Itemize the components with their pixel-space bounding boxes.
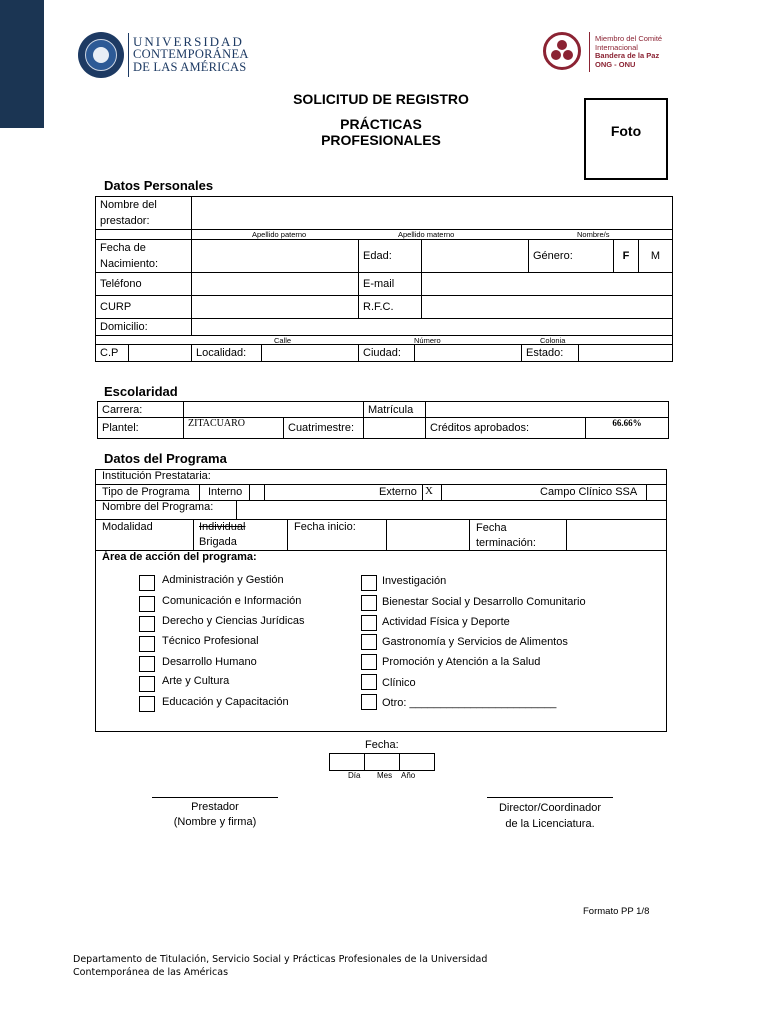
checkbox-desarrollo-humano[interactable] bbox=[139, 656, 155, 672]
area-actividad-fisica-label: Actividad Física y Deporte bbox=[382, 616, 510, 628]
carrera-label: Carrera: bbox=[98, 402, 184, 418]
sub-numero: Número bbox=[414, 336, 441, 345]
estado-label: Estado: bbox=[522, 345, 579, 362]
matricula-label: Matrícula bbox=[364, 402, 426, 418]
nombre-programa-field[interactable] bbox=[237, 501, 666, 519]
campo-clinico-label: Campo Clínico SSA bbox=[540, 486, 638, 498]
checkbox-promocion-salud[interactable] bbox=[361, 654, 377, 670]
modalidad-label: Modalidad bbox=[102, 521, 153, 533]
sub-calle: Calle bbox=[274, 336, 292, 345]
checkbox-arte[interactable] bbox=[139, 676, 155, 692]
nombre-field[interactable] bbox=[192, 197, 673, 230]
sub-colonia: Colonia bbox=[540, 336, 566, 345]
prestador-label: Prestador bbox=[191, 801, 239, 813]
curp-field[interactable] bbox=[192, 296, 359, 319]
interno-label: Interno bbox=[208, 486, 243, 498]
university-name-line1: UNIVERSIDAD bbox=[133, 34, 244, 49]
personal-table bbox=[95, 196, 673, 346]
fecha-label: Fecha: bbox=[365, 739, 399, 751]
fecha-inicio-label: Fecha inicio: bbox=[294, 521, 356, 533]
department-footer bbox=[73, 953, 533, 978]
cuatrimestre-label: Cuatrimestre: bbox=[284, 418, 364, 439]
area-desarrollo-humano-label: Desarrollo Humano bbox=[162, 656, 257, 668]
genero-m-option[interactable]: M bbox=[639, 240, 673, 273]
curp-label: CURP bbox=[96, 296, 192, 319]
edad-label: Edad: bbox=[359, 240, 422, 273]
checkbox-admin[interactable] bbox=[139, 575, 155, 591]
telefono-field[interactable] bbox=[192, 273, 359, 296]
creditos-label: Créditos aprobados: bbox=[426, 418, 586, 439]
fecha-nacimiento-field[interactable] bbox=[192, 240, 359, 273]
plantel-label: Plantel: bbox=[98, 418, 184, 439]
sub-nombres: Nombre/s bbox=[577, 230, 610, 239]
localidad-label: Localidad: bbox=[192, 345, 262, 362]
genero-f-option[interactable]: F bbox=[614, 240, 639, 273]
telefono-label: Teléfono bbox=[96, 273, 192, 296]
checkbox-otro[interactable] bbox=[361, 694, 377, 710]
externo-mark[interactable]: X bbox=[425, 485, 433, 497]
localidad-field[interactable] bbox=[262, 345, 359, 362]
university-name-line3: DE LAS AMÉRICAS bbox=[133, 60, 247, 74]
university-seal-icon bbox=[78, 32, 124, 78]
university-name-line2: CONTEMPORÁNEA bbox=[133, 47, 249, 61]
fecha-dia-label: Día bbox=[348, 771, 361, 780]
fecha-terminacion-label: Fecha terminación: bbox=[476, 522, 536, 549]
director-signature-line[interactable] bbox=[487, 797, 613, 798]
address-table bbox=[95, 344, 673, 362]
area-admin-label: Administración y Gestión bbox=[162, 574, 284, 586]
area-accion-label: Área de acción del programa: bbox=[102, 551, 257, 563]
checkbox-derecho[interactable] bbox=[139, 616, 155, 632]
fecha-mes-label: Mes bbox=[377, 771, 393, 780]
director-sub-label: de la Licenciatura. bbox=[505, 818, 595, 830]
domicilio-label: Domicilio: bbox=[96, 319, 192, 336]
area-arte-label: Arte y Cultura bbox=[162, 675, 230, 687]
sub-apellido-materno: Apellido materno bbox=[398, 230, 455, 239]
photo-box: Foto bbox=[584, 98, 668, 180]
checkbox-gastronomia[interactable] bbox=[361, 634, 377, 650]
department-footer-line1: Departamento de Titulación, Servicio Social y Prácticas Profesionales de la Universidad bbox=[73, 954, 488, 965]
checkbox-educacion[interactable] bbox=[139, 696, 155, 712]
university-logo bbox=[78, 31, 249, 83]
side-accent-bar bbox=[0, 0, 44, 128]
ciudad-field[interactable] bbox=[415, 345, 522, 362]
area-educacion-label: Educación y Capacitación bbox=[162, 696, 289, 708]
sub-apellido-paterno: Apellido paterno bbox=[252, 230, 307, 239]
escolaridad-table bbox=[97, 401, 669, 439]
fecha-boxes[interactable] bbox=[329, 753, 435, 771]
area-promocion-salud-label: Promoción y Atención a la Salud bbox=[382, 656, 541, 668]
section-programa-title: Datos del Programa bbox=[104, 451, 227, 466]
section-escolaridad-title: Escolaridad bbox=[104, 384, 178, 399]
area-otro-label[interactable]: Otro: ________________________ bbox=[382, 697, 557, 709]
area-investigacion-label: Investigación bbox=[382, 575, 447, 587]
email-field[interactable] bbox=[422, 273, 673, 296]
nombre-label: Nombre del prestador: bbox=[96, 197, 192, 230]
area-tecnico-label: Técnico Profesional bbox=[162, 635, 259, 647]
onu-text-line3: Bandera de la Paz bbox=[595, 51, 660, 60]
rfc-field[interactable] bbox=[422, 296, 673, 319]
area-clinico-label: Clínico bbox=[382, 677, 416, 689]
rfc-label: R.F.C. bbox=[359, 296, 422, 319]
individual-option[interactable]: Individual bbox=[199, 521, 246, 533]
checkbox-investigacion[interactable] bbox=[361, 575, 377, 591]
creditos-field[interactable]: 66.66% bbox=[586, 418, 669, 439]
formato-code: Formato PP 1/8 bbox=[583, 906, 650, 917]
prestador-sub-label: (Nombre y firma) bbox=[173, 816, 257, 828]
prestador-signature-line[interactable] bbox=[152, 797, 278, 798]
interno-box[interactable] bbox=[250, 485, 264, 500]
checkbox-comunicacion[interactable] bbox=[139, 596, 155, 612]
peace-flag-logo bbox=[543, 32, 683, 78]
fecha-nacimiento-label: Fecha de Nacimiento: bbox=[96, 240, 192, 273]
peace-flag-emblem-icon bbox=[543, 32, 581, 70]
brigada-option[interactable]: Brigada bbox=[199, 536, 237, 548]
nombre-programa-label: Nombre del Programa: bbox=[102, 501, 214, 513]
department-footer-line2: Contemporánea de las Américas bbox=[73, 967, 229, 978]
area-comunicacion-label: Comunicación e Información bbox=[162, 595, 302, 607]
email-label: E-mail bbox=[359, 273, 422, 296]
cp-label: C.P bbox=[96, 345, 129, 362]
campo-clinico-box[interactable] bbox=[647, 485, 666, 500]
checkbox-actividad-fisica[interactable] bbox=[361, 615, 377, 631]
cp-field[interactable] bbox=[129, 345, 192, 362]
cuatrimestre-field[interactable] bbox=[364, 418, 426, 439]
document-title: SOLICITUD DE REGISTRO bbox=[293, 91, 469, 107]
onu-text-line4: ONG - ONU bbox=[595, 59, 636, 69]
fecha-anio-label: Año bbox=[401, 771, 416, 780]
institucion-label: Institución Prestataria: bbox=[102, 470, 211, 482]
area-gastronomia-label: Gastronomía y Servicios de Alimentos bbox=[382, 636, 568, 648]
checkbox-bienestar[interactable] bbox=[361, 595, 377, 611]
checkbox-clinico[interactable] bbox=[361, 674, 377, 690]
fecha-inicio-field[interactable] bbox=[387, 520, 469, 550]
matricula-field[interactable] bbox=[426, 402, 669, 418]
document-subtitle: PRÁCTICAS PROFESIONALES bbox=[321, 116, 441, 148]
domicilio-field[interactable] bbox=[192, 319, 673, 336]
edad-field[interactable] bbox=[422, 240, 529, 273]
area-derecho-label: Derecho y Ciencias Jurídicas bbox=[162, 615, 305, 627]
ciudad-label: Ciudad: bbox=[359, 345, 415, 362]
tipo-programa-label: Tipo de Programa bbox=[102, 486, 190, 498]
estado-field[interactable] bbox=[579, 345, 673, 362]
externo-label: Externo bbox=[379, 486, 417, 498]
area-bienestar-label: Bienestar Social y Desarrollo Comunitario bbox=[382, 596, 586, 608]
carrera-field[interactable] bbox=[184, 402, 364, 418]
checkbox-tecnico[interactable] bbox=[139, 636, 155, 652]
genero-label: Género: bbox=[529, 240, 614, 273]
director-label: Director/Coordinador bbox=[498, 802, 602, 814]
onu-text-line1: Miembro del Comité bbox=[595, 34, 663, 43]
fecha-terminacion-field[interactable] bbox=[567, 520, 666, 550]
onu-text-line2: Internacional bbox=[595, 42, 638, 52]
section-personal-title: Datos Personales bbox=[104, 178, 214, 193]
plantel-field[interactable]: ZITACUARO bbox=[184, 418, 284, 439]
